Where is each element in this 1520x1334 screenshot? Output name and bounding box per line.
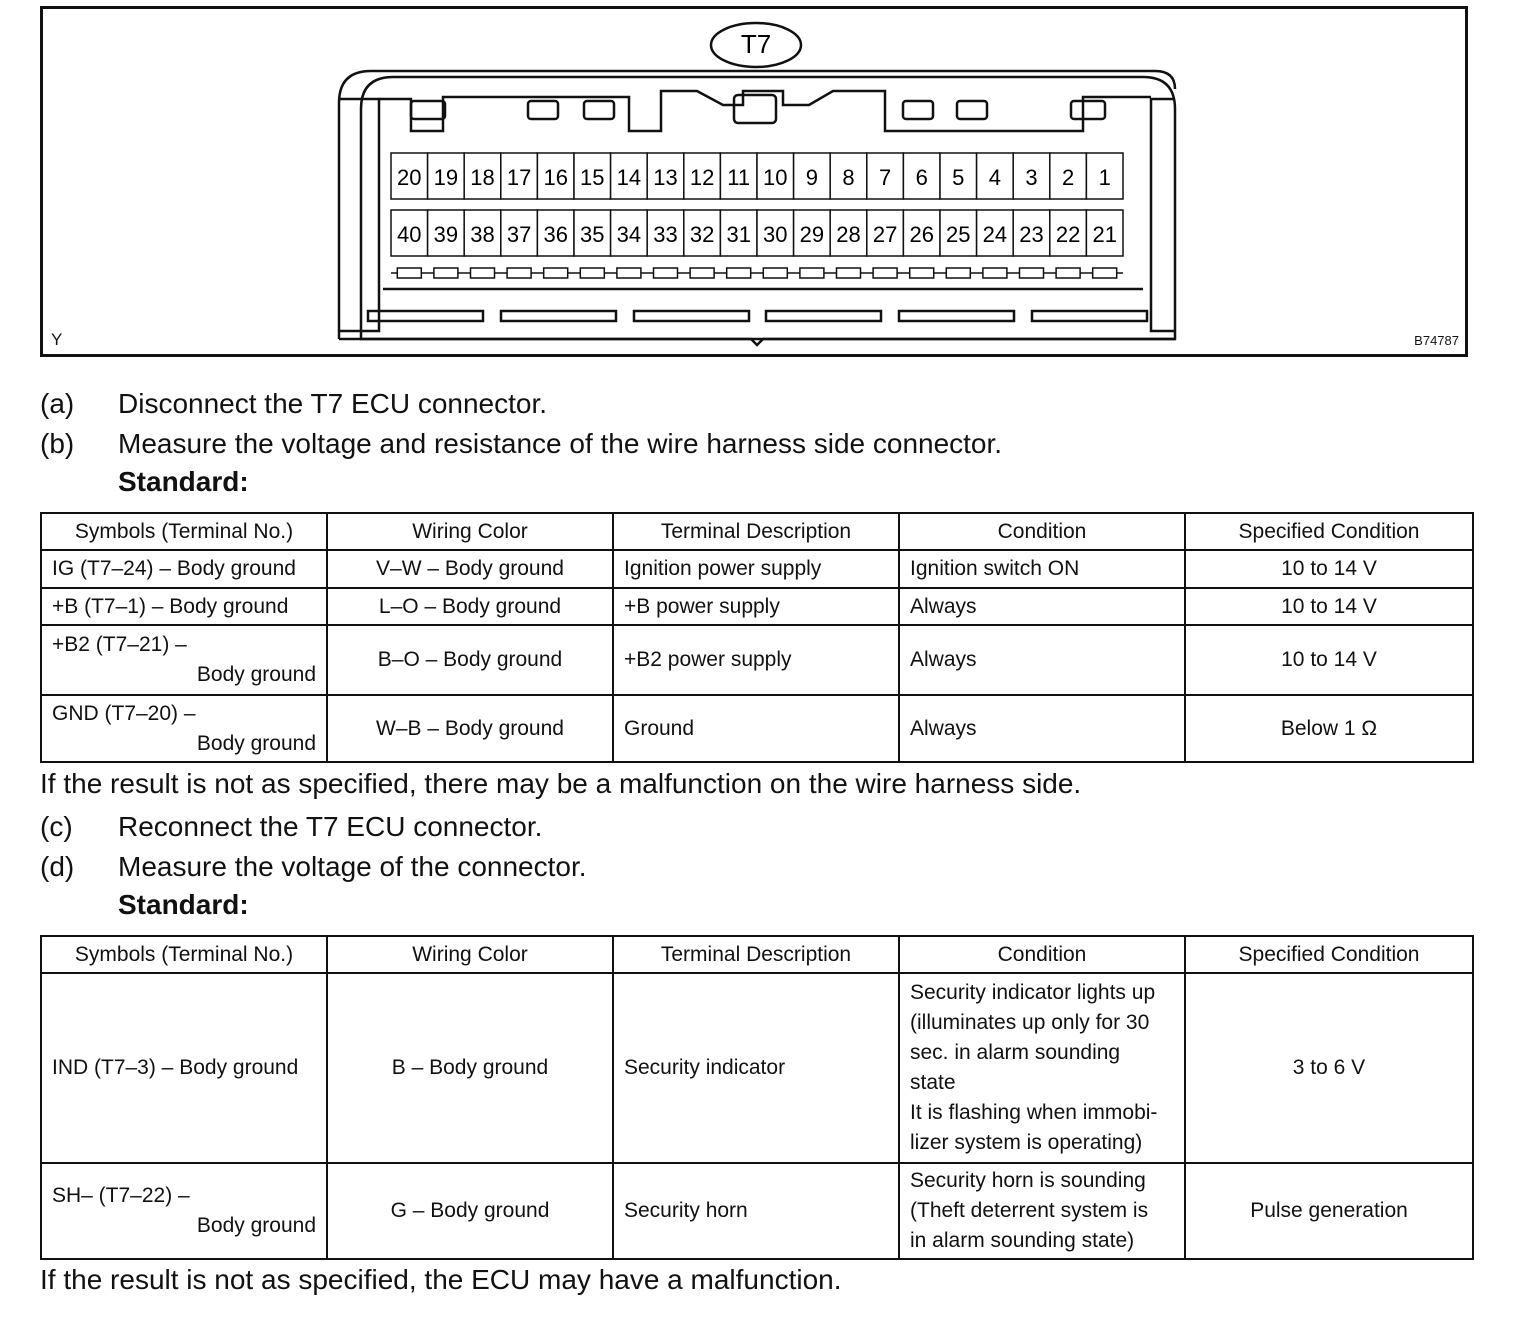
- header-condition: Condition: [899, 936, 1185, 973]
- cell-specified-condition: 10 to 14 V: [1185, 550, 1473, 588]
- connector-figure: [40, 6, 1468, 357]
- cell-symbol: SH– (T7–22) – Body ground: [41, 1163, 327, 1259]
- terminal-tab: [690, 268, 714, 278]
- cell-description: Ground: [613, 695, 899, 762]
- terminal-number: 2: [1061, 165, 1075, 190]
- terminal-tab: [763, 268, 787, 278]
- terminal-number: 8: [842, 165, 855, 190]
- cell-description: Ignition power supply: [613, 550, 899, 588]
- cell-condition: Security horn is sounding (Theft deterrent system is in alarm sounding state): [899, 1163, 1185, 1259]
- terminal-number: 39: [433, 222, 459, 247]
- note-ecu: If the result is not as specified, the ECU may have a malfunction.: [40, 1264, 842, 1295]
- header-specified: Specified Condition: [1185, 936, 1473, 973]
- terminal-number: 27: [872, 222, 898, 247]
- step-d: (d) Measure the voltage of the connector.: [40, 851, 587, 882]
- terminal-number: 11: [727, 165, 751, 190]
- terminal-number: 1: [1098, 165, 1111, 190]
- terminal-number: 32: [689, 222, 715, 247]
- terminal-tab: [800, 268, 824, 278]
- terminal-tab: [837, 268, 861, 278]
- standard-label-1: Standard:: [118, 466, 249, 497]
- step-a: (a) Disconnect the T7 ECU connector.: [40, 388, 548, 419]
- terminal-number: 31: [726, 222, 751, 247]
- figure-id: B74787: [1414, 333, 1459, 348]
- terminal-number: 21: [1092, 222, 1117, 247]
- steps-ab: [40, 384, 1002, 464]
- cell-description: +B power supply: [613, 588, 899, 625]
- cell-description: Security horn: [613, 1163, 899, 1259]
- cell-wiring-color: W–B – Body ground: [327, 695, 613, 762]
- cell-symbol: +B (T7–1) – Body ground: [41, 588, 327, 625]
- spec-table-2: [40, 935, 1474, 1260]
- terminal-tab: [1020, 268, 1044, 278]
- table-header-row: [41, 936, 1473, 973]
- step-c: (c) Reconnect the T7 ECU connector.: [40, 811, 543, 842]
- terminal-number: 22: [1055, 222, 1081, 247]
- terminal-tab: [910, 268, 934, 278]
- table-row: [41, 1163, 1473, 1259]
- cell-symbol: IG (T7–24) – Body ground: [41, 550, 327, 588]
- terminal-number: 28: [836, 222, 861, 247]
- terminal-number: 29: [799, 222, 825, 247]
- terminal-number: 40: [397, 222, 422, 247]
- terminal-number: 26: [909, 222, 934, 247]
- terminal-number: 34: [616, 222, 642, 247]
- header-specified: Specified Condition: [1185, 513, 1473, 550]
- terminal-number: 35: [580, 222, 605, 247]
- cell-specified-condition: 3 to 6 V: [1185, 973, 1473, 1163]
- terminal-tab: [1093, 268, 1117, 278]
- terminal-tab: [654, 268, 678, 278]
- steps-cd: [40, 807, 587, 887]
- terminal-number: 9: [805, 165, 819, 190]
- terminal-tab: [544, 268, 568, 278]
- spec-table-1: [40, 512, 1474, 763]
- terminal-number: 10: [763, 165, 788, 190]
- cell-condition: Always: [899, 588, 1185, 625]
- connector-diagram: [43, 9, 1465, 354]
- cell-wiring-color: B–O – Body ground: [327, 625, 613, 695]
- cell-symbol: +B2 (T7–21) – Body ground: [41, 625, 327, 695]
- figure-corner-left: Y: [51, 330, 63, 349]
- cell-specified-condition: 10 to 14 V: [1185, 625, 1473, 695]
- terminal-tab: [434, 268, 458, 278]
- cell-wiring-color: L–O – Body ground: [327, 588, 613, 625]
- table-row: [41, 973, 1473, 1163]
- terminal-number: 36: [543, 222, 568, 247]
- terminal-tab: [1056, 268, 1080, 278]
- terminal-number: 3: [1025, 165, 1038, 190]
- terminal-tab: [983, 268, 1007, 278]
- table-header-row: [41, 513, 1473, 550]
- terminal-number: 15: [580, 165, 605, 190]
- table-row: [41, 625, 1473, 695]
- terminal-number: 33: [653, 222, 678, 247]
- header-description: Terminal Description: [613, 936, 899, 973]
- terminal-number: 25: [946, 222, 971, 247]
- header-wiring: Wiring Color: [327, 513, 613, 550]
- cell-symbol: IND (T7–3) – Body ground: [41, 973, 327, 1163]
- cell-specified-condition: Below 1 Ω: [1185, 695, 1473, 762]
- terminal-number: 30: [763, 222, 788, 247]
- terminal-tab: [471, 268, 495, 278]
- terminal-tab: [727, 268, 751, 278]
- cell-condition: Always: [899, 625, 1185, 695]
- terminal-number: 24: [982, 222, 1008, 247]
- header-symbols: Symbols (Terminal No.): [41, 936, 327, 973]
- cell-description: Security indicator: [613, 973, 899, 1163]
- header-description: Terminal Description: [613, 513, 899, 550]
- cell-wiring-color: B – Body ground: [327, 973, 613, 1163]
- header-symbols: Symbols (Terminal No.): [41, 513, 327, 550]
- table-row: [41, 588, 1473, 625]
- cell-condition: Always: [899, 695, 1185, 762]
- header-condition: Condition: [899, 513, 1185, 550]
- terminal-tab: [507, 268, 531, 278]
- terminal-number: 16: [543, 165, 568, 190]
- terminal-number: 4: [988, 165, 1002, 190]
- cell-specified-condition: Pulse generation: [1185, 1163, 1473, 1259]
- terminal-number: 17: [506, 165, 532, 190]
- terminal-tab: [873, 268, 897, 278]
- terminal-number: 37: [506, 222, 532, 247]
- terminal-tab: [397, 268, 421, 278]
- terminal-number: 7: [878, 165, 892, 190]
- cell-condition: Security indicator lights up (illuminates up only for 30 sec. in alarm sounding state It is flashing when immobi- lizer system is operating): [899, 973, 1185, 1163]
- terminal-number: 14: [616, 165, 642, 190]
- terminal-number: 38: [470, 222, 495, 247]
- table-row: [41, 695, 1473, 762]
- cell-wiring-color: G – Body ground: [327, 1163, 613, 1259]
- table-row: [41, 550, 1473, 588]
- cell-condition: Ignition switch ON: [899, 550, 1185, 588]
- connector-label: T7: [740, 29, 772, 59]
- header-wiring: Wiring Color: [327, 936, 613, 973]
- terminal-number: 18: [470, 165, 495, 190]
- terminal-tab: [580, 268, 604, 278]
- terminal-number: 13: [653, 165, 678, 190]
- step-b: (b) Measure the voltage and resistance of the wire harness side connector.: [40, 428, 1003, 459]
- standard-label-2: Standard:: [118, 889, 249, 920]
- cell-specified-condition: 10 to 14 V: [1185, 588, 1473, 625]
- terminal-number: 19: [433, 165, 459, 190]
- cell-description: +B2 power supply: [613, 625, 899, 695]
- terminal-tab: [946, 268, 970, 278]
- terminal-tab: [617, 268, 641, 278]
- terminal-number: 5: [952, 165, 965, 190]
- terminal-number: 12: [689, 165, 715, 190]
- cell-symbol: GND (T7–20) – Body ground: [41, 695, 327, 762]
- terminal-number: 6: [915, 165, 928, 190]
- note-harness: If the result is not as specified, there may be a malfunction on the wire harness side.: [40, 768, 1082, 799]
- terminal-number: 20: [397, 165, 422, 190]
- terminal-number: 23: [1019, 222, 1044, 247]
- connector-body-outline: [361, 77, 1175, 339]
- cell-wiring-color: V–W – Body ground: [327, 550, 613, 588]
